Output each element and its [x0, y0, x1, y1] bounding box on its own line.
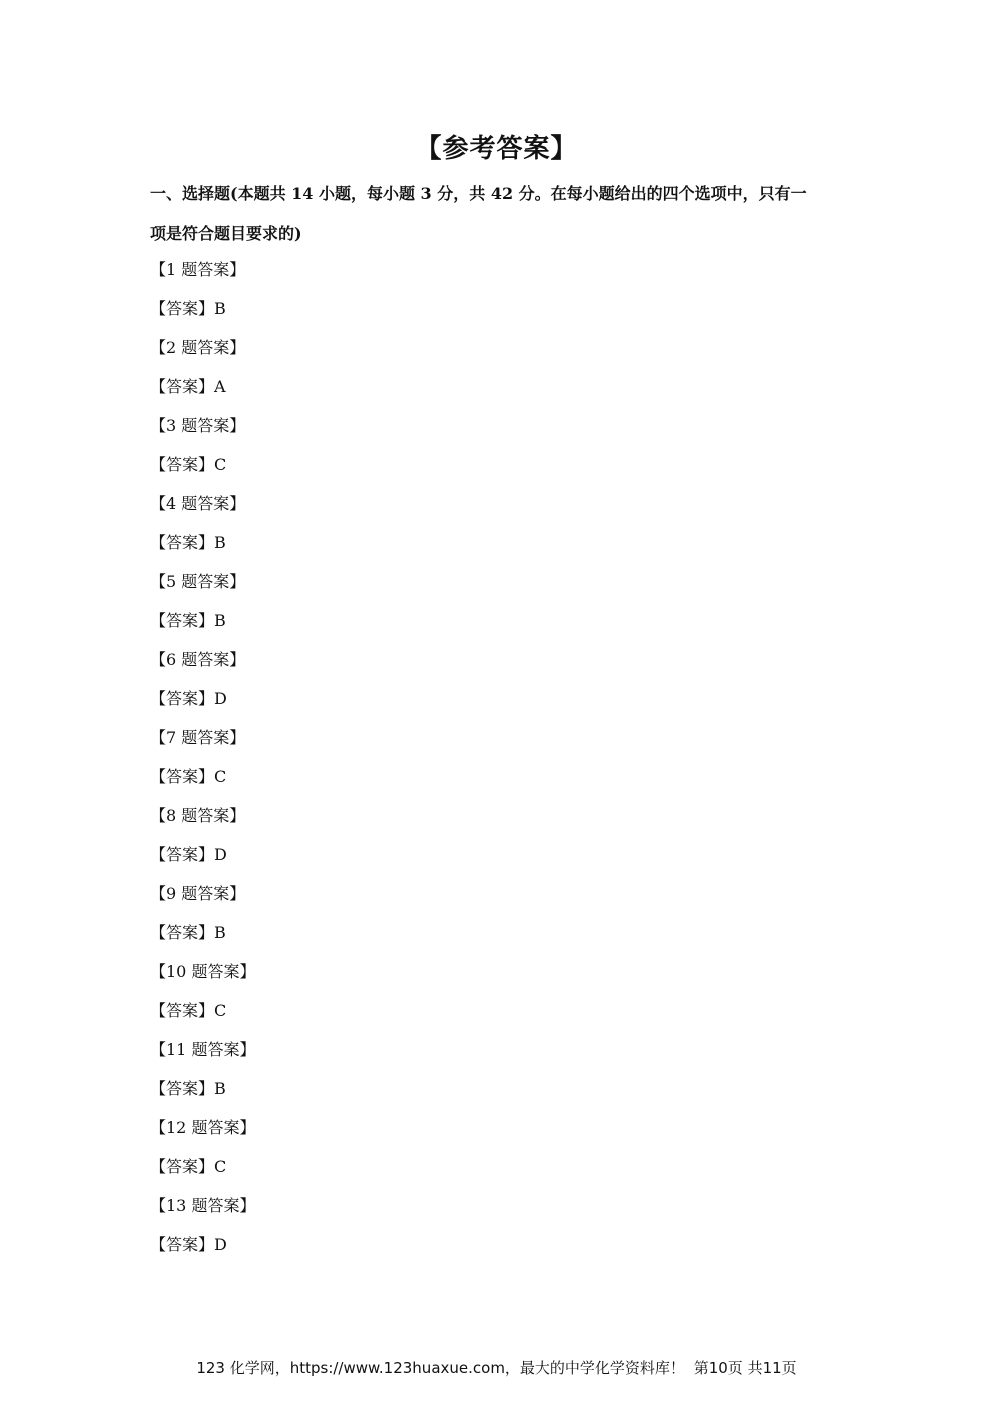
answer-value: 【答案】C — [150, 455, 227, 474]
question-label: 【9 题答案】 — [150, 884, 246, 903]
answer-value: 【答案】B — [150, 611, 226, 630]
question-label: 【10 题答案】 — [150, 962, 256, 981]
answer-value: 【答案】C — [150, 1157, 227, 1176]
answer-value: 【答案】C — [150, 1001, 227, 1020]
question-label: 【5 题答案】 — [150, 572, 246, 591]
section-heading-line-2: 项是符合题目要求的) — [150, 224, 302, 243]
answer-list — [150, 260, 750, 1274]
answer-value: 【答案】B — [150, 1079, 226, 1098]
question-label: 【13 题答案】 — [150, 1196, 256, 1215]
answer-value: 【答案】A — [150, 377, 226, 396]
answer-value: 【答案】B — [150, 299, 226, 318]
footer-site-text: 123 化学网，https://www.123huaxue.com，最大的中学化学资料库！ — [196, 1359, 685, 1377]
footer-page-number: 第10页 共11页 — [693, 1359, 797, 1377]
question-label: 【4 题答案】 — [150, 494, 246, 513]
question-label: 【1 题答案】 — [150, 260, 246, 279]
question-label: 【7 题答案】 — [150, 728, 246, 747]
section-heading-line-1: 一、选择题(本题共 14 小题，每小题 3 分，共 42 分。在每小题给出的四个选项中，只有一 — [150, 184, 807, 203]
answer-value: 【答案】D — [150, 689, 227, 708]
answer-value: 【答案】D — [150, 845, 227, 864]
answer-value: 【答案】C — [150, 767, 227, 786]
question-label: 【8 题答案】 — [150, 806, 246, 825]
question-label: 【3 题答案】 — [150, 416, 246, 435]
page-title: 【参考答案】 — [415, 134, 578, 164]
question-label: 【2 题答案】 — [150, 338, 246, 357]
question-label: 【11 题答案】 — [150, 1040, 256, 1059]
answer-value: 【答案】B — [150, 923, 226, 942]
page-footer — [0, 1357, 993, 1378]
answer-value: 【答案】B — [150, 533, 226, 552]
question-label: 【6 题答案】 — [150, 650, 246, 669]
answer-value: 【答案】D — [150, 1235, 227, 1254]
question-label: 【12 题答案】 — [150, 1118, 256, 1137]
